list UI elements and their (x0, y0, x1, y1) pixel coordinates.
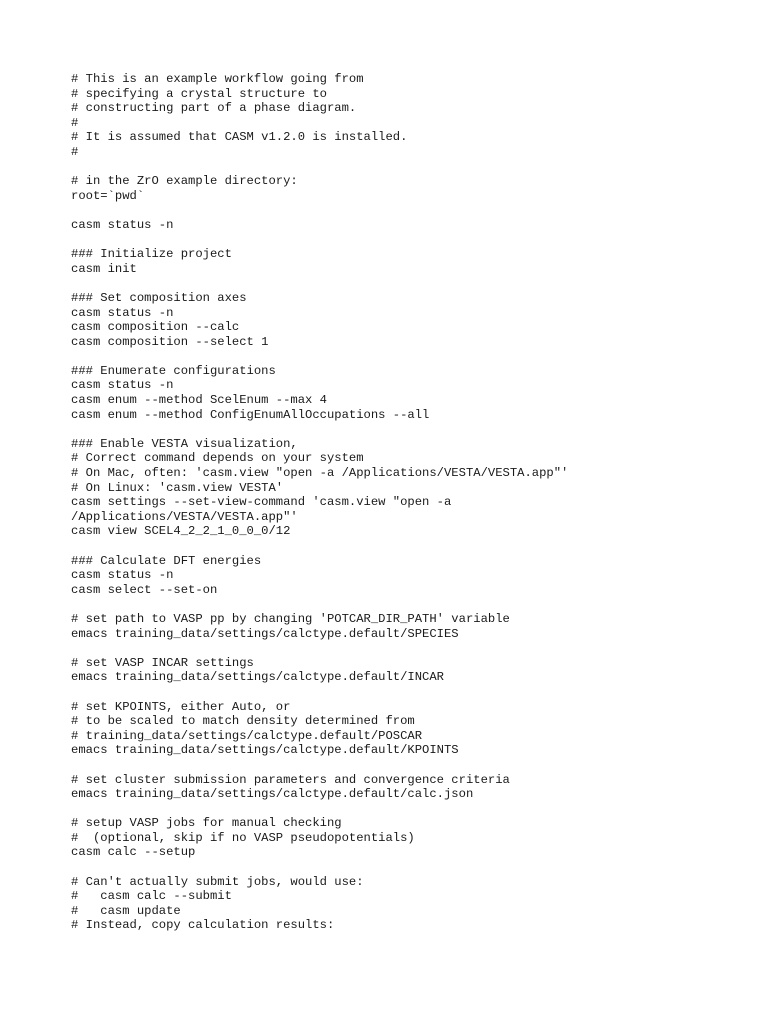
section-heading: ### Set composition axes (71, 290, 247, 305)
comment-line: # set path to VASP pp by changing 'POTCAR_DIR_PATH' variable (71, 611, 510, 626)
command-line: casm status -n (71, 305, 174, 320)
comment-line: # constructing part of a phase diagram. (71, 101, 357, 116)
section-heading: ### Calculate DFT energies (71, 553, 262, 568)
comment-line: # Correct command depends on your system (71, 451, 364, 466)
command-line: casm status -n (71, 217, 174, 232)
command-line: casm settings --set-view-command 'casm.view "open -a (71, 495, 452, 510)
command-line: casm view SCEL4_2_2_1_0_0_0/12 (71, 524, 291, 539)
comment-line: # (71, 115, 79, 130)
command-line: casm calc --setup (71, 845, 196, 860)
comment-line: # On Mac, often: 'casm.view "open -a /Applications/VESTA/VESTA.app"' (71, 466, 569, 481)
comment-line: # casm update (71, 903, 181, 918)
blank-line (71, 349, 751, 364)
blank-line (71, 203, 751, 218)
blank-line (71, 233, 751, 248)
command-line: casm status -n (71, 378, 174, 393)
blank-line (71, 597, 751, 612)
comment-line: # set KPOINTS, either Auto, or (71, 699, 291, 714)
command-line: root=`pwd` (71, 188, 145, 203)
comment-line: # (optional, skip if no VASP pseudopotentials) (71, 830, 415, 845)
comment-line: # set cluster submission parameters and convergence criteria (71, 772, 510, 787)
command-line: emacs training_data/settings/calctype.default/KPOINTS (71, 743, 459, 758)
comment-line: # On Linux: 'casm.view VESTA' (71, 480, 284, 495)
blank-line (71, 641, 751, 656)
blank-line (71, 160, 751, 175)
command-line: casm init (71, 261, 137, 276)
code-listing (71, 72, 751, 933)
command-line: casm composition --select 1 (71, 334, 269, 349)
blank-line (71, 802, 751, 817)
comment-line: # set VASP INCAR settings (71, 655, 254, 670)
comment-line: # It is assumed that CASM v1.2.0 is installed. (71, 130, 408, 145)
blank-line (71, 276, 751, 291)
command-line: casm enum --method ConfigEnumAllOccupations --all (71, 407, 430, 422)
blank-line (71, 685, 751, 700)
comment-line: # This is an example workflow going from (71, 72, 364, 86)
comment-line: # training_data/settings/calctype.default/POSCAR (71, 728, 423, 743)
command-line: /Applications/VESTA/VESTA.app"' (71, 509, 298, 524)
command-line: casm select --set-on (71, 582, 218, 597)
command-line: emacs training_data/settings/calctype.default/INCAR (71, 670, 444, 685)
blank-line (71, 860, 751, 875)
comment-line: # in the ZrO example directory: (71, 174, 298, 189)
section-heading: ### Enumerate configurations (71, 363, 276, 378)
command-line: emacs training_data/settings/calctype.default/calc.json (71, 787, 474, 802)
comment-line: # Can't actually submit jobs, would use: (71, 874, 364, 889)
comment-line: # specifying a crystal structure to (71, 86, 327, 101)
command-line: casm enum --method ScelEnum --max 4 (71, 393, 327, 408)
command-line: casm status -n (71, 568, 174, 583)
comment-line: # to be scaled to match density determined from (71, 714, 415, 729)
comment-line: # Instead, copy calculation results: (71, 918, 335, 933)
section-heading: ### Initialize project (71, 247, 232, 262)
command-line: emacs training_data/settings/calctype.default/SPECIES (71, 626, 459, 641)
blank-line (71, 422, 751, 437)
blank-line (71, 539, 751, 554)
blank-line (71, 758, 751, 773)
comment-line: # setup VASP jobs for manual checking (71, 816, 342, 831)
section-heading: ### Enable VESTA visualization, (71, 436, 298, 451)
comment-line: # casm calc --submit (71, 889, 232, 904)
comment-line: # (71, 144, 79, 159)
command-line: casm composition --calc (71, 320, 240, 335)
